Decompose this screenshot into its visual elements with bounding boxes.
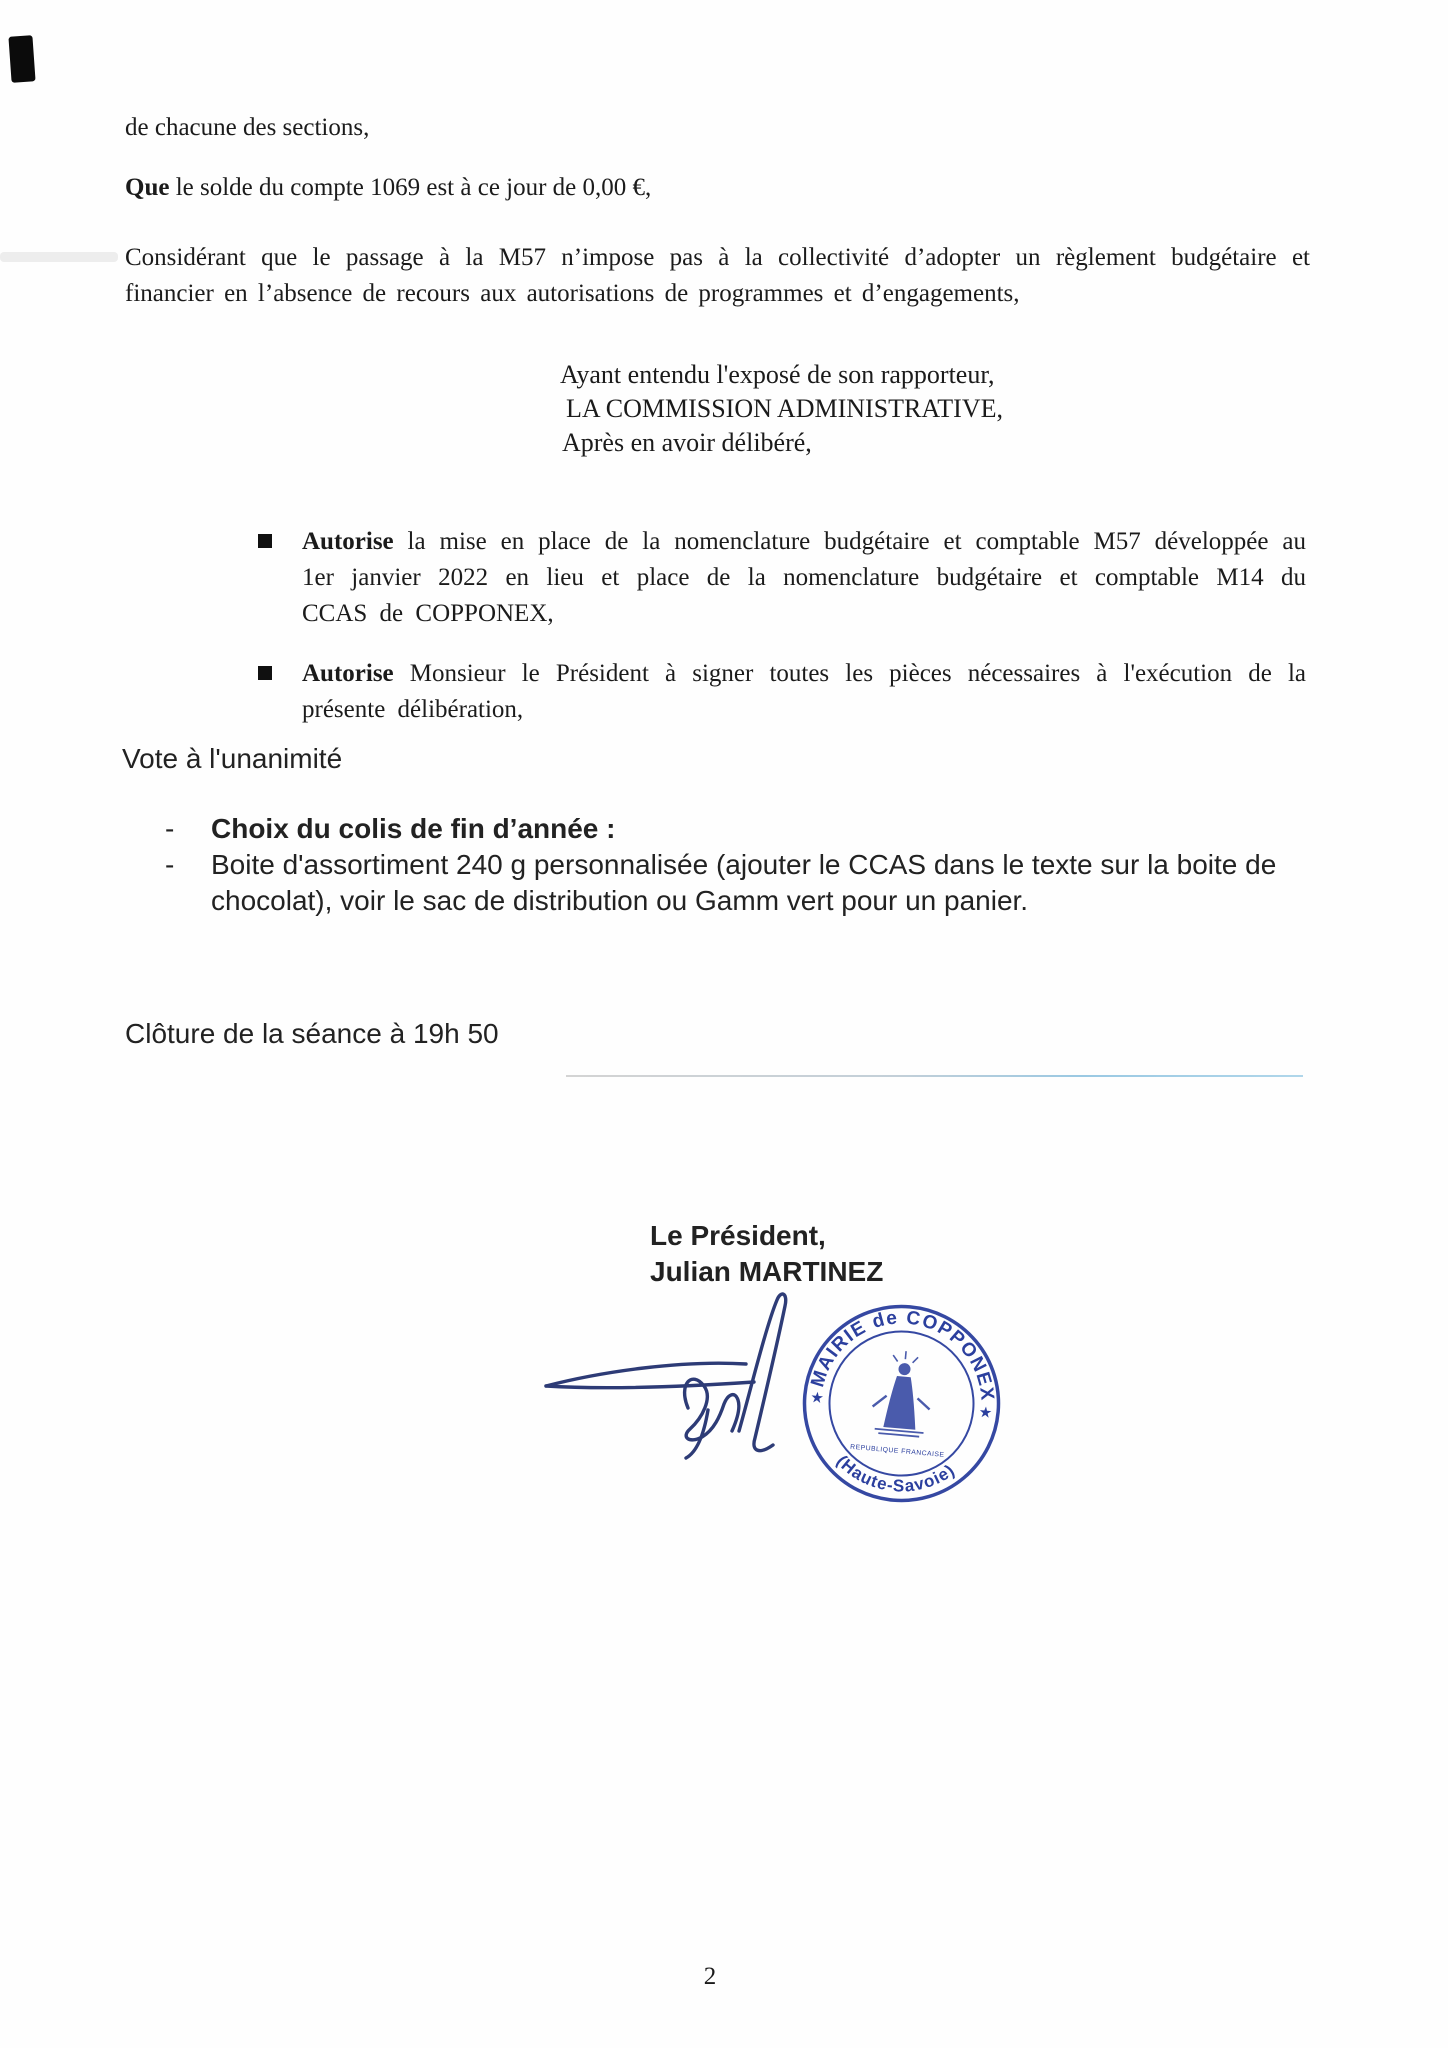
preamble-line-3: Après en avoir délibéré, [562, 428, 812, 457]
mairie-stamp [790, 1292, 1012, 1514]
gift-list-item [165, 847, 1295, 919]
preamble-block [560, 358, 1280, 460]
preamble-line-2: LA COMMISSION ADMINISTRATIVE, [566, 394, 1003, 423]
gift-list-item [165, 811, 1295, 847]
preamble-line-1: Ayant entendu l'exposé de son rapporteur, [560, 360, 995, 389]
resolution-lead: Autorise [302, 660, 394, 687]
gift-list [165, 811, 1295, 919]
horizontal-rule [566, 1075, 1303, 1077]
resolution-body: Monsieur le Président à signer toutes les pièces nécessaires à l'exécution de la présente délibération, [302, 660, 1306, 723]
gift-list-title: Choix du colis de fin d’année : [211, 813, 616, 844]
signatory-block [650, 1218, 883, 1290]
stamp-star-left-icon: ★ [809, 1390, 825, 1408]
vote-line: Vote à l'unanimité [122, 743, 343, 774]
paragraph-solde-lead: Que [125, 174, 170, 201]
paragraph-intro: de chacune des sections, [125, 114, 370, 141]
paragraph-considerant: Considérant que le passage à la M57 n’impose pas à la collectivité d’adopter un règlement budgétaire et financier en l’absence de recours aux autorisations de programmes et d’engagements, [125, 244, 1310, 307]
square-bullet-icon [258, 666, 272, 680]
paragraph-solde [125, 170, 1315, 206]
resolution-item [258, 656, 1306, 728]
stamp-emblem-figure [870, 1349, 934, 1438]
closing-line: Clôture de la séance à 19h 50 [125, 1018, 499, 1049]
square-bullet-icon [258, 534, 272, 548]
dash-marker: - [165, 849, 175, 880]
signatory-title: Le Président, [650, 1220, 826, 1251]
page-number: 2 [703, 1963, 717, 1990]
stamp-center-text: REPUBLIQUE FRANCAISE [849, 1443, 945, 1459]
resolution-item [258, 524, 1306, 632]
resolution-lead: Autorise [302, 528, 394, 555]
scan-artifact-streak [0, 252, 118, 262]
signatory-name: Julian MARTINEZ [650, 1256, 884, 1287]
scan-artifact-blob [8, 35, 35, 83]
resolution-text [302, 656, 1306, 728]
stamp-star-right-icon: ★ [978, 1404, 993, 1422]
resolution-body: la mise en place de la nomenclature budgétaire et comptable M57 développée au 1er janvier 2022 en lieu et place de la nomenclature budgétaire et comptable M14 du CCAS de COPPONEX, [302, 528, 1306, 627]
stamp-bottom-text: (Haute-Savoie) [832, 1451, 959, 1496]
stamp-top-text: MAIRIE de COPPONEX [807, 1307, 998, 1403]
gift-list-detail: Boite d'assortiment 240 g personnalisée (ajouter le CCAS dans le texte sur la boite de chocolat), voir le sac de distribution ou Gamm vert pour un panier. [211, 849, 1277, 916]
paragraph-solde-rest: le solde du compte 1069 est à ce jour de 0,00 €, [169, 174, 652, 201]
dash-marker: - [165, 813, 175, 844]
resolution-text [302, 524, 1306, 632]
